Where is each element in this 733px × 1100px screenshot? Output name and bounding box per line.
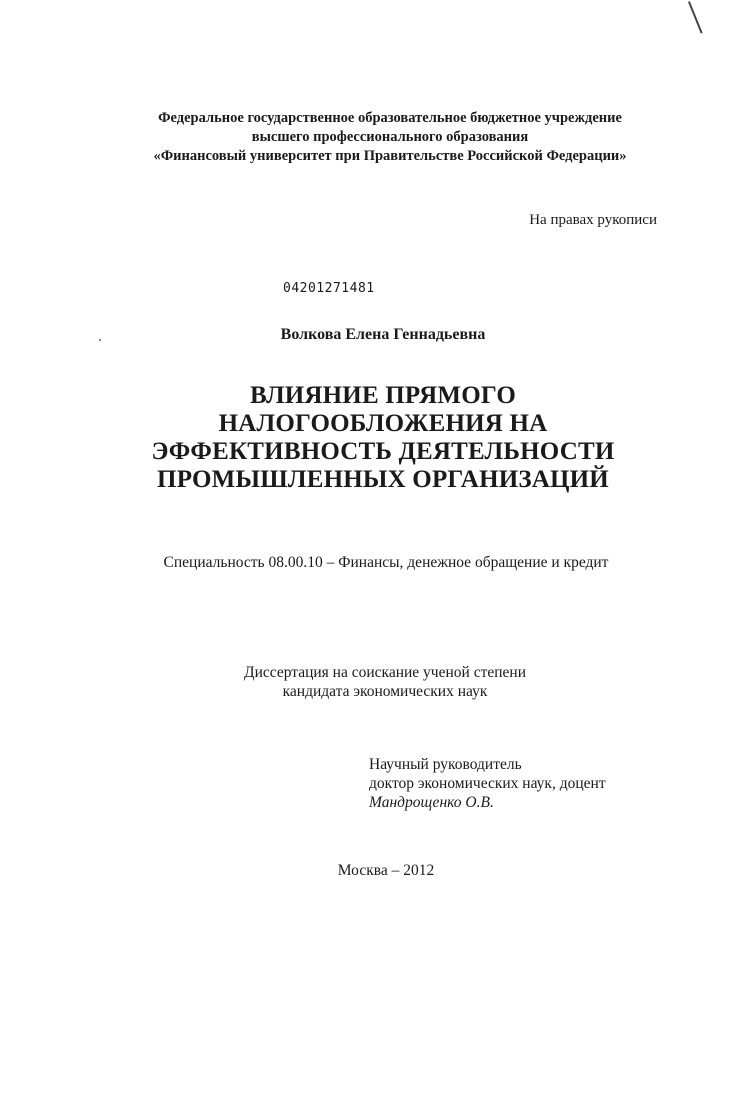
degree-line-2: кандидата экономических наук <box>282 683 488 700</box>
organization-header <box>80 109 700 166</box>
title-line-4: ПРОМЫШЛЕННЫХ ОРГАНИЗАЦИЙ <box>157 466 609 493</box>
title-line-1: ВЛИЯНИЕ ПРЯМОГО <box>250 382 516 409</box>
supervisor-block <box>369 755 606 812</box>
thesis-title <box>100 382 666 494</box>
title-line-2: НАЛОГООБЛОЖЕНИЯ НА <box>218 410 548 437</box>
supervisor-credentials: доктор экономических наук, доцент <box>369 775 606 792</box>
place-and-year: Москва – 2012 <box>337 862 435 879</box>
title-line-3: ЭФФЕКТИВНОСТЬ ДЕЯТЕЛЬНОСТИ <box>151 438 615 465</box>
scan-artifact-mark <box>688 1 703 33</box>
supervisor-name: Мандрощенко О.В. <box>369 794 494 811</box>
organization-line-1: Федеральное государственное образовательное бюджетное учреждение <box>158 110 622 126</box>
degree-line-1: Диссертация на соискание ученой степени <box>244 664 526 681</box>
degree-statement <box>230 663 540 701</box>
supervisor-role: Научный руководитель <box>369 756 522 773</box>
organization-line-2: высшего профессионального образования <box>251 129 529 145</box>
document-number: 04201271481 <box>283 281 375 296</box>
organization-line-3: «Финансовый университет при Правительстве Российской Федерации» <box>153 148 627 164</box>
specialty-line: Специальность 08.00.10 – Финансы, денежное обращение и кредит <box>163 554 609 571</box>
manuscript-rights-note: На правах рукописи <box>529 212 657 228</box>
author-name: Волкова Елена Геннадьевна <box>280 326 486 343</box>
